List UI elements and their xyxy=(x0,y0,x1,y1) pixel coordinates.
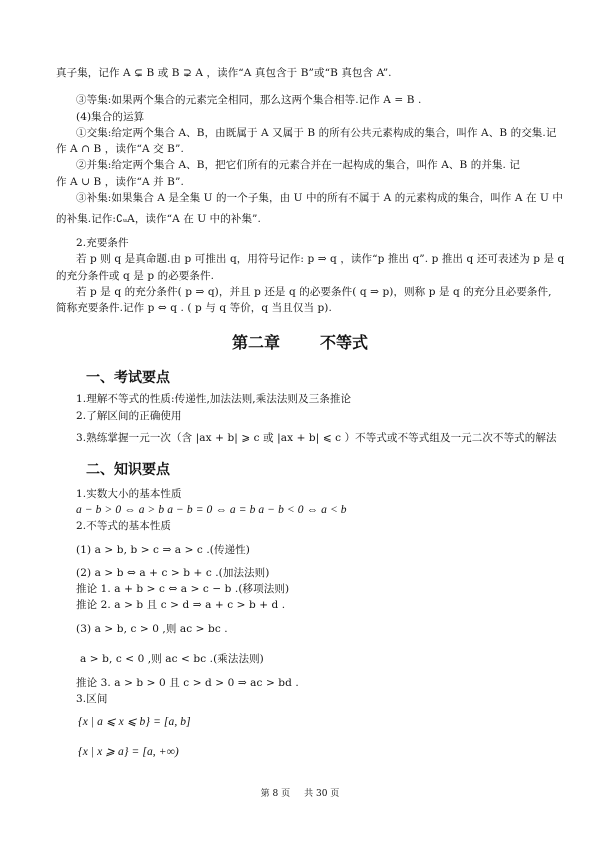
text-line: 简称充要条件.记作 p ⇔ q . ( p 与 q 等价，q 当且仅当 p). xyxy=(56,302,332,314)
text-line: 1.实数大小的基本性质 xyxy=(76,488,182,500)
text-line: 2.不等式的基本性质 xyxy=(76,520,172,532)
section-title-exam-points: 一、考试要点 xyxy=(86,370,170,386)
text-line: 3.区间 xyxy=(76,693,108,705)
list-item: 2.了解区间的正确使用 xyxy=(76,410,182,422)
chapter-heading xyxy=(0,333,600,353)
section-title-knowledge-points: 二、知识要点 xyxy=(86,462,170,478)
text-line: ③等集:如果两个集合的元素完全相同，那么这两个集合相等.记作 A = B . xyxy=(76,94,422,106)
text-line: 的补集.记作:∁ᵤA，读作“A 在 U 中的补集”. xyxy=(56,213,261,225)
formula-line: 推论 3. a > b > 0 且 c > d > 0 ⇒ ac > bd . xyxy=(76,677,299,689)
text-line: ②并集:给定两个集合 A、B，把它们所有的元素合并在一起构成的集合，叫作 A、B 的并集. 记 xyxy=(76,159,521,171)
list-item: 3.熟练掌握一元一次（含 |ax + b| ⩾ c 或 |ax + b| ⩽ c ）不等式或不等式组及一元二次不等式的解法 xyxy=(76,432,557,444)
formula-line: (2) a > b ⇔ a + c > b + c .(加法法则) xyxy=(76,567,270,579)
page-footer xyxy=(0,788,600,800)
text-line: ③补集:如果集合 A 是全集 U 的一个子集，由 U 中的所有不属于 A 的元素构成的集合，叫作 A 在 U 中 xyxy=(76,192,563,204)
text-line: (4)集合的运算 xyxy=(76,111,145,123)
list-item: 1.理解不等式的性质:传递性,加法法则,乘法法则及三条推论 xyxy=(76,393,352,405)
page-number: 第 8 页 xyxy=(260,789,291,799)
formula-line: (3) a > b, c > 0 ,则 ac > bc . xyxy=(76,623,228,635)
formula-line: (1) a > b, b > c ⇒ a > c .(传递性) xyxy=(76,544,250,556)
formula-line: {x | a ⩽ x ⩽ b} = [a, b] xyxy=(78,716,191,728)
chapter-title: 不等式 xyxy=(320,333,369,352)
text-line: 作 A ∪ B ，读作“A 并 B”. xyxy=(56,176,184,188)
chapter-number: 第二章 xyxy=(231,333,280,352)
formula-line: a − b > 0 ⇔ a > b a − b = 0 ⇔ a = b a − b < 0 ⇔ a < b xyxy=(76,504,347,516)
text-line: 若 p 是 q 的充分条件( p ⇒ q)，并且 p 还是 q 的必要条件( q ⇒ p)，则称 p 是 q 的充分且必要条件, xyxy=(76,286,552,298)
formula-line: {x | x ⩾ a} = [a, +∞) xyxy=(78,746,179,758)
formula-line: 推论 2. a > b 且 c > d ⇒ a + c > b + d . xyxy=(76,599,286,611)
text-line: 2.充要条件 xyxy=(76,237,129,249)
formula-line: 推论 1. a + b > c ⇔ a > c − b .(移项法则) xyxy=(76,583,290,595)
page-total: 共 30 页 xyxy=(304,789,340,799)
formula-line: a > b, c < 0 ,则 ac < bc .(乘法法则) xyxy=(80,653,264,665)
text-line: 的充分条件或 q 是 p 的必要条件. xyxy=(56,270,215,282)
text-line: 作 A ∩ B ，读作“A 交 B”. xyxy=(56,143,184,155)
text-line: 真子集，记作 A ⊊ B 或 B ⊋ A ，读作“A 真包含于 B”或“B 真包含 A”. xyxy=(56,67,392,79)
text-line: 若 p 则 q 是真命题.由 p 可推出 q，用符号记作: p ⇒ q ，读作“p 推出 q”. p 推出 q 还可表述为 p 是 q xyxy=(76,253,565,265)
text-line: ①交集:给定两个集合 A、B，由既属于 A 又属于 B 的所有公共元素构成的集合，叫作 A、B 的交集.记 xyxy=(76,127,557,139)
